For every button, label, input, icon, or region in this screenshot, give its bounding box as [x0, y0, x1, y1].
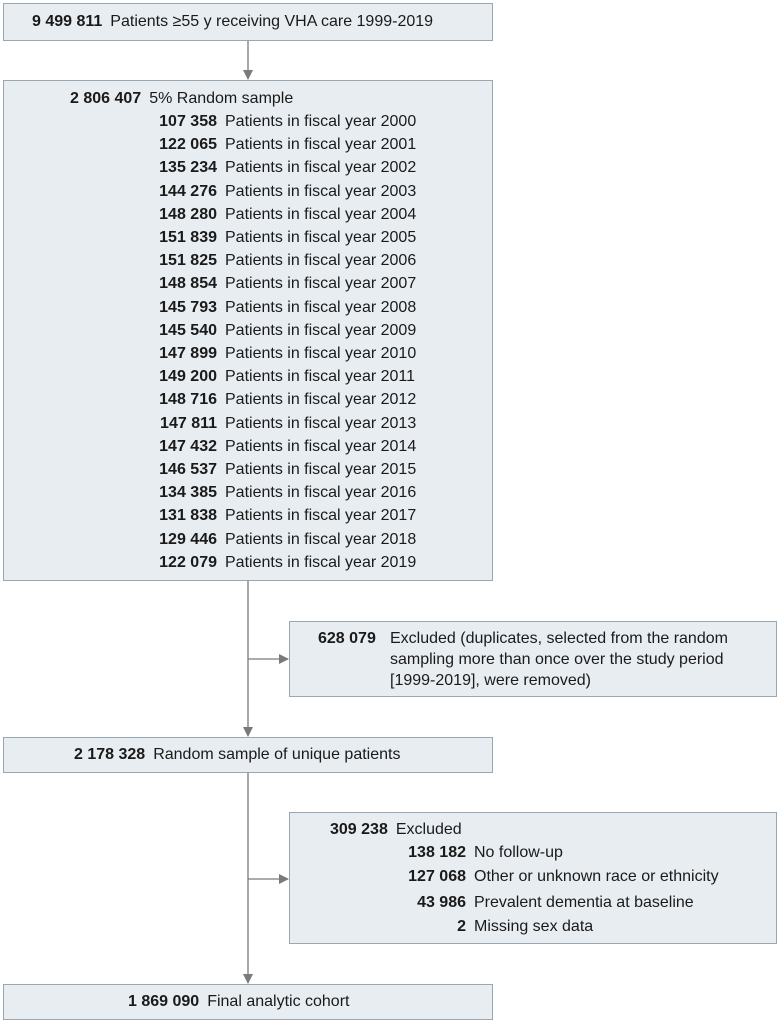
- unique-count: 2 178 328: [74, 746, 146, 763]
- fiscal-year-count: 148 280: [159, 205, 217, 223]
- exclusion1-line-1: Excluded (duplicates, selected from the random: [390, 630, 728, 647]
- unique-label: Random sample of unique patients: [153, 746, 401, 763]
- exclusion2-item-label: No follow-up: [474, 844, 563, 861]
- fiscal-year-row: [137, 483, 416, 503]
- fiscal-year-label: Patients in fiscal year 2016: [225, 484, 417, 502]
- fiscal-year-count: 131 838: [159, 507, 217, 525]
- fiscal-year-label: Patients in fiscal year 2003: [225, 182, 417, 200]
- fiscal-year-label: Patients in fiscal year 2019: [225, 553, 417, 571]
- fiscal-year-row: [137, 553, 416, 573]
- fiscal-year-row: [137, 390, 416, 410]
- fiscal-year-row: [137, 530, 416, 550]
- fiscal-year-label: Patients in fiscal year 2000: [225, 113, 417, 130]
- fiscal-year-label: Patients in fiscal year 2006: [225, 252, 417, 270]
- fiscal-year-count: 122 065: [159, 136, 217, 154]
- exclusion2-item-count: 43 986: [417, 894, 466, 911]
- exclusion1-line-2: sampling more than once over the study period: [390, 651, 724, 668]
- fiscal-year-label: Patients in fiscal year 2017: [225, 507, 417, 525]
- exclusion2-item-label: Prevalent dementia at baseline: [474, 894, 694, 911]
- exclusion2-item-row: [386, 917, 593, 937]
- fiscal-year-row: [137, 506, 416, 526]
- fiscal-year-count: 146 537: [159, 461, 217, 478]
- fiscal-year-row: [137, 344, 416, 364]
- fiscal-year-row: [137, 460, 416, 480]
- exclusion2-item-count: 138 182: [408, 844, 466, 861]
- fiscal-year-count: 134 385: [159, 484, 217, 502]
- exclusion2-item-row: [386, 843, 563, 863]
- exclusion2-item-row: [386, 867, 719, 887]
- sample-box: [3, 80, 493, 581]
- fiscal-year-label: Patients in fiscal year 2014: [225, 437, 417, 455]
- fiscal-year-count: 149 200: [159, 368, 217, 386]
- fiscal-year-row: [137, 112, 416, 132]
- fiscal-year-count: 148 716: [159, 391, 217, 409]
- unique-box: [3, 737, 493, 773]
- fiscal-year-count: 144 276: [159, 182, 217, 200]
- fiscal-year-row: [137, 321, 416, 341]
- exclusion2-item-count: 2: [457, 918, 466, 935]
- fiscal-year-label: Patients in fiscal year 2005: [225, 229, 417, 246]
- fiscal-year-label: Patients in fiscal year 2002: [225, 159, 417, 177]
- fiscal-year-row: [137, 251, 416, 271]
- fiscal-year-count: 129 446: [159, 530, 217, 548]
- final-label: Final analytic cohort: [207, 993, 350, 1010]
- sample-count: 2 806 407: [70, 90, 142, 107]
- fiscal-year-label: Patients in fiscal year 2001: [225, 136, 417, 154]
- fiscal-year-count: 147 899: [159, 345, 217, 362]
- exclusion2-box: [289, 812, 777, 944]
- exclusion1-line-3: [1999-2019], were removed): [390, 672, 591, 689]
- fiscal-year-row: [137, 205, 416, 225]
- exclusion2-label: Excluded: [395, 821, 462, 838]
- fiscal-year-count: 151 839: [159, 229, 217, 246]
- fiscal-year-label: Patients in fiscal year 2013: [225, 414, 417, 432]
- fiscal-year-count: 135 234: [159, 159, 217, 177]
- fiscal-year-row: [137, 158, 416, 178]
- fiscal-year-count: 147 811: [160, 414, 217, 432]
- exclusion1-box: [289, 621, 777, 697]
- exclusion2-item-row: [386, 893, 694, 913]
- fiscal-year-label: Patients in fiscal year 2004: [225, 205, 417, 223]
- exclusion2-item-label: Missing sex data: [474, 918, 594, 935]
- fiscal-year-label: Patients in fiscal year 2010: [225, 345, 417, 362]
- fiscal-year-row: [137, 135, 416, 155]
- fiscal-year-count: 145 793: [159, 298, 217, 316]
- fiscal-year-label: Patients in fiscal year 2007: [225, 275, 417, 293]
- fiscal-year-row: [137, 437, 416, 457]
- exclusion2-count: 309 238: [330, 821, 388, 838]
- fiscal-year-row: [137, 414, 416, 434]
- start-count: 9 499 811: [32, 13, 103, 30]
- fiscal-year-row: [137, 367, 415, 387]
- fiscal-year-row: [137, 182, 416, 202]
- fiscal-year-count: 145 540: [159, 321, 217, 339]
- fiscal-year-count: 147 432: [159, 437, 217, 455]
- fiscal-year-count: 148 854: [159, 275, 217, 293]
- fiscal-year-count: 151 825: [159, 252, 217, 270]
- exclusion1-count: 628 079: [318, 630, 376, 647]
- fiscal-year-count: 107 358: [159, 113, 217, 130]
- start-label: Patients ≥55 y receiving VHA care 1999-2019: [110, 13, 434, 30]
- fiscal-year-row: [137, 228, 416, 248]
- sample-label: 5% Random sample: [149, 90, 294, 107]
- final-count: 1 869 090: [128, 993, 200, 1010]
- start-box: [3, 3, 493, 41]
- fiscal-year-label: Patients in fiscal year 2009: [225, 321, 417, 339]
- fiscal-year-label: Patients in fiscal year 2011: [225, 368, 416, 386]
- final-box: [3, 984, 493, 1020]
- exclusion2-item-label: Other or unknown race or ethnicity: [474, 868, 719, 885]
- fiscal-year-label: Patients in fiscal year 2018: [225, 530, 417, 548]
- exclusion2-item-count: 127 068: [408, 868, 466, 885]
- fiscal-year-label: Patients in fiscal year 2012: [225, 391, 417, 409]
- fiscal-year-row: [137, 298, 416, 318]
- fiscal-year-count: 122 079: [159, 553, 217, 571]
- fiscal-year-row: [137, 274, 416, 294]
- fiscal-year-label: Patients in fiscal year 2015: [225, 461, 417, 478]
- fiscal-year-label: Patients in fiscal year 2008: [225, 298, 417, 316]
